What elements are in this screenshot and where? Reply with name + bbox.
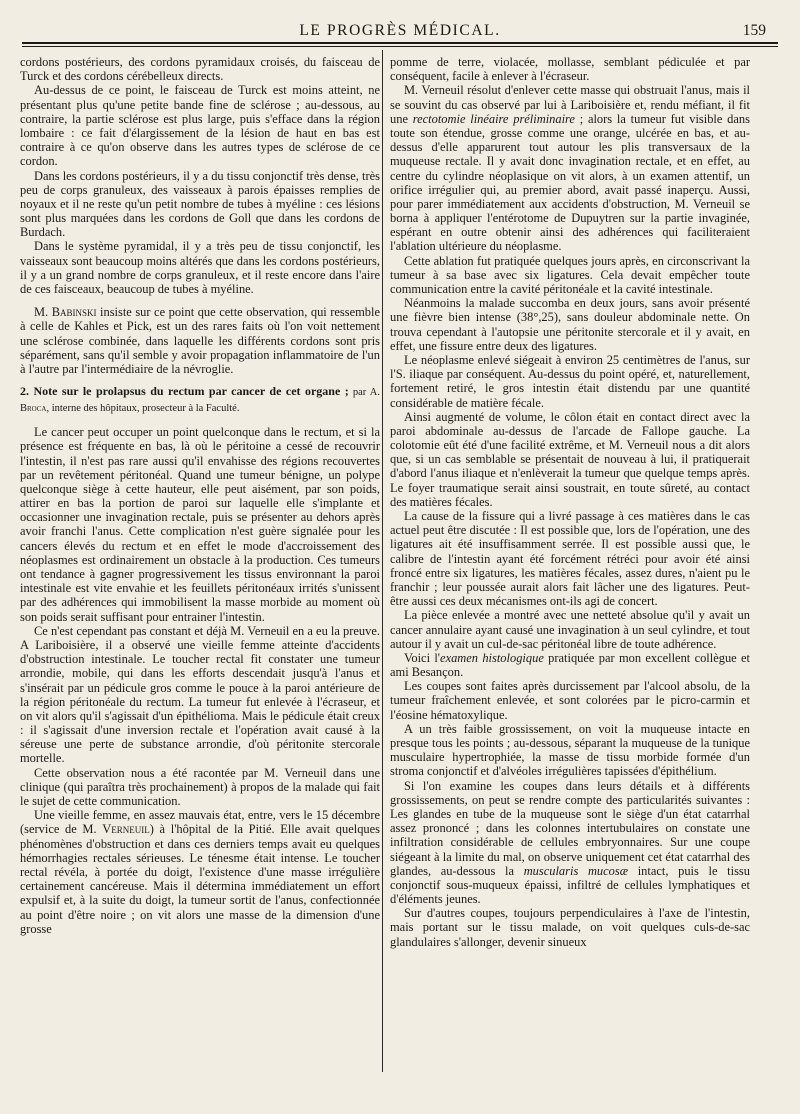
paragraph: cordons postérieurs, des cordons pyramidaux croisés, du faisceau de Turck et des cordons cérébelleux directs.	[20, 55, 380, 84]
section-byline-prefix: par A.	[348, 387, 380, 399]
section-heading	[20, 384, 380, 416]
section-byline-suffix: , interne des hôpitaux, prosecteur à la Faculté.	[46, 403, 240, 415]
section-title: 2. Note sur le prolapsus du rectum par cancer de cet organe ;	[20, 384, 349, 399]
author-name: M. Babinski	[34, 305, 97, 320]
paragraph	[390, 651, 750, 679]
paragraph-text: Voici l'	[404, 650, 441, 665]
paragraph: La pièce enlevée a montré avec une netteté absolue qu'il y avait un cancer annulaire ayant causé une invagination à un seul cylindre, et tout autour il y avait un cul-de-sac péritonéal libre de toute adhérence.	[390, 608, 750, 651]
paragraph: Ce n'est cependant pas constant et déjà M. Verneuil en a eu la preuve. A Lariboisière, il a observé une vieille femme atteinte d'accidents d'obstruction intestinale. Le toucher rectal fit constater une tumeur arrondie, mobile, qui dans les efforts descendait jusqu'à l'anus et s'insérait par un pédicule gros comme le pouce à la paroi antérieure de la région péritonéale du rectum. La tumeur fut enlevée à l'écraseur, et on vit alors qu'il s'agissait d'un épithélioma. Mais le pédicule était creux : il s'agissait d'une inversion rectale et l'opération avait causé à la séreuse une perte de substance arrondie, d'où péritonite stercorale mortelle.	[20, 623, 380, 766]
paragraph: pomme de terre, violacée, mollasse, semblant pédiculée et par conséquent, facile à enlever à l'écraseur.	[390, 55, 750, 84]
paragraph	[20, 808, 380, 936]
section-author: Broca	[20, 403, 47, 415]
paragraph: Ainsi augmenté de volume, le côlon était en contact direct avec la paroi abdominale au-dessus de l'arcade de Fallope gauche. La colotomie eût été d'une facilité extrême, et M. Verneuil nous a dit alors que, si un cas semblable se présentait de nouveau à lui, il pratiquerait d'abord l'anus iliaque et n'enlèverait la tumeur que quelque temps après. Le foyer traumatique serait ainsi soustrait, en toute sûreté, au contact des matières fécales.	[390, 409, 750, 509]
column-divider	[382, 50, 383, 1072]
header-rule	[22, 42, 778, 44]
paragraph: A un très faible grossissement, on voit la muqueuse intacte en presque tous les points ; au-dessous, séparant la muqueuse de la tunique musculaire hypertrophiée, la masse de tissu morbide formée d'un stroma conjonctif et d'alvéoles irrégulières tapissées d'épithélium.	[390, 721, 750, 779]
paragraph-text: ) à l'hôpital de la Pitié. Elle avait quelques phénomènes d'obstruction et dans ces derniers temps avait eu quelques hémorrhagies rectales sérieuses. Le ténesme était intense. Le toucher rectal révéla, à portée du doigt, l'existence d'une masse irrégulière certainement cancéreuse. Mais il détermina immédiatement un effort expulsif et, à la suite du doigt, la tumeur sortit de l'anus, confectionnée au point d'être noire ; on vit alors une masse de la dimension d'une grosse	[20, 822, 380, 936]
header-rule-thin	[22, 46, 778, 47]
author-name: Verneuil	[102, 822, 150, 837]
paragraph-text: M. Verneuil résolut d'enlever cette masse qui obstruait l'anus, mais il se souvint du cas observé par lui à Lariboisière et, rendu méfiant, il fit une	[390, 83, 750, 126]
page-header	[22, 18, 778, 42]
emphasis: rectotomie linéaire préliminaire	[412, 111, 575, 126]
paragraph: Le néoplasme enlevé siégeait à environ 25 centimètres de l'anus, sur l'S. iliaque par conséquent. Au-dessus du point opéré, et, naturellement, fortement retiré, le gros intestin était distendu par une quantité considérable de matière fécale.	[390, 352, 750, 410]
paragraph: Néanmoins la malade succomba en deux jours, sans avoir présenté une fièvre bien intense (38°,25), sans douleur abdominale nette. On trouva cependant à l'autopsie une péritonite stercorale et il y avait, en effet, une fissure entre deux des ligatures.	[390, 296, 750, 353]
paragraph-text: pratiquée par mon excellent collègue et ami Besançon.	[390, 650, 750, 680]
paragraph: Au-dessus de ce point, le faisceau de Turck est moins atteint, ne présentant plus qu'une petite bande fine de sclérose ; au-dessous, au contraire, la partie sclérose est plus large, puis s'efface dans la région lombaire : ce fait d'élargissement de la lésion de haut en bas est contraire à ce qu'on observe dans les autres types de sclérose de ce cordon.	[20, 83, 380, 169]
emphasis: muscularis mucosæ	[523, 863, 629, 878]
paragraph	[390, 83, 750, 253]
paragraph: La cause de la fissure qui a livré passage à ces matières dans le cas actuel peut être discutée : Il est possible que, lors de l'opération, une des ligatures ait été insuffisamment serrée. Il est possible aussi que, le calibre de l'intestin ayant été forcément rétréci pour avoir été ainsi froncé entre six ligatures, les matières fécales, assez dures, n'aient pu le franchir ; leur poussée aurait alors fait lâcher une des ligatures. Peut-être aussi ces deux mécanismes ont-ils agi de concert.	[390, 509, 750, 609]
paragraph: Sur d'autres coupes, toujours perpendiculaires à l'axe de l'intestin, mais portant sur le tissu malade, on voit quelques culs-de-sac glandulaires s'allonger, devenir sinueux	[390, 906, 750, 949]
paragraph: Dans les cordons postérieurs, il y a du tissu conjonctif très dense, très peu de corps granuleux, des vaisseaux à parois épaisses remplies de noyaux et il ne reste qu'un petit nombre de tubes à myéline : ces lésions sont plus marquées dans les cordons de Goll que dans les cordons de Burdach.	[20, 168, 380, 240]
left-column	[20, 55, 380, 936]
right-column	[390, 55, 750, 949]
page-number: 159	[742, 22, 766, 39]
emphasis: examen histologique	[440, 650, 544, 665]
paragraph-text: ; alors la tumeur fut visible dans toute son étendue, grosse comme une orange, ulcérée en bas, et au-dessus d'elle apparurent tout autour les plis transversaux de la muqueuse rectale. Il y avait donc invagination rectale, et en effet, au centre du cylindre néoplasique on vit alors, à un examen attentif, un orifice irrégulier qui, au premier abord, avait passé inaperçu. Aussi, pour parer immédiatement aux accidents d'obstruction, M. Verneuil se borna à appliquer l'entérotome de Dupuytren sur la partie invaginée, espérant en outre obtenir ainsi des adhérences qui faciliteraient l'ablation ultérieure du néoplasme.	[390, 111, 750, 254]
paragraph-text: Une vieille femme, en assez mauvais état, entre, vers le 15 décembre (service de M.	[20, 808, 380, 837]
paragraph: Les coupes sont faites après durcissement par l'alcool absolu, de la tumeur fraîchement enlevée, et sont colorées par le picro-carmin et l'éosine hématoxylique.	[390, 679, 750, 722]
paragraph	[390, 779, 750, 907]
paragraph: Cette ablation fut pratiquée quelques jours après, en circonscrivant la tumeur à sa base avec six ligatures. Cela devait empêcher toute communication entre la cavité péritonéale et la cavité intestinale.	[390, 253, 750, 296]
paragraph-text: insiste sur ce point que cette observation, qui ressemble à celle de Kahles et Pick, est un des rares faits où l'on voit nettement une sclérose combinée, dans laquelle les différents cordons sont pris séparément, sans qu'il semble y avoir propagation inflammatoire de l'un à l'autre par l'intermédiaire de la névroglie.	[20, 305, 380, 376]
paragraph-text: intact, puis le tissu conjonctif sous-muqueux épaissi, infiltré de cellules lymphatiques et d'éléments jeunes.	[390, 863, 750, 907]
paragraph: Le cancer peut occuper un point quelconque dans le rectum, et si la présence est fréquente en bas, là où le péritoine a cessé de recouvrir l'intestin, il n'est pas rare aussi qu'il envahisse des régions recouvertes par un revêtement péritonéal. Quand une tumeur bénigne, un polype quelconque siège à cette hauteur, elle peut aisément, par son poids, attirer en bas la portion de paroi sur laquelle elle s'implante et occasionner une invagination rectale, puis se présenter au dehors après avoir franchi l'anus. Cette complication n'est guère signalée pour les cancers élevés du rectum et en effet le mode d'accroissement des néoplasmes est ordinairement un obstacle à la production. Ces tumeurs ont tendance à gagner progressivement les tissus environnant la paroi intestinale est vite envahie et les feuillets péritonéaux irrités s'unissent par des adhérences qui immobilisent la masse morbide au moment où son poids serait suffisant pour entrainer l'intestin.	[20, 425, 380, 624]
paragraph: Dans le système pyramidal, il y a très peu de tissu conjonctif, les vaisseaux sont beaucoup moins altérés que dans les cordons postérieurs, il y a un grand nombre de corps granuleux, et il reste encore dans l'aire de ces faisceaux, beaucoup de tubes à myéline.	[20, 239, 380, 296]
paragraph: Cette observation nous a été racontée par M. Verneuil dans une clinique (qui paraîtra très prochainement) à propos de la malade qui fait le sujet de cette communication.	[20, 765, 380, 808]
paragraph-babinski	[20, 305, 380, 376]
journal-title: LE PROGRÈS MÉDICAL.	[299, 22, 501, 39]
paragraph-text: Si l'on examine les coupes dans leurs détails et à différents grossissements, on peut se rendre compte des particularités suivantes : Les glandes en tube de la muqueuse sont le siège d'un état catarrhal assez prononcé ; dans les colonnes intertubulaires on constate une infiltration considérable de cellules embryonnaires. Sur une coupe siégeant à la limite du mal, on observe uniquement cet état catarrhal des glandes, au-dessous la	[390, 778, 750, 878]
